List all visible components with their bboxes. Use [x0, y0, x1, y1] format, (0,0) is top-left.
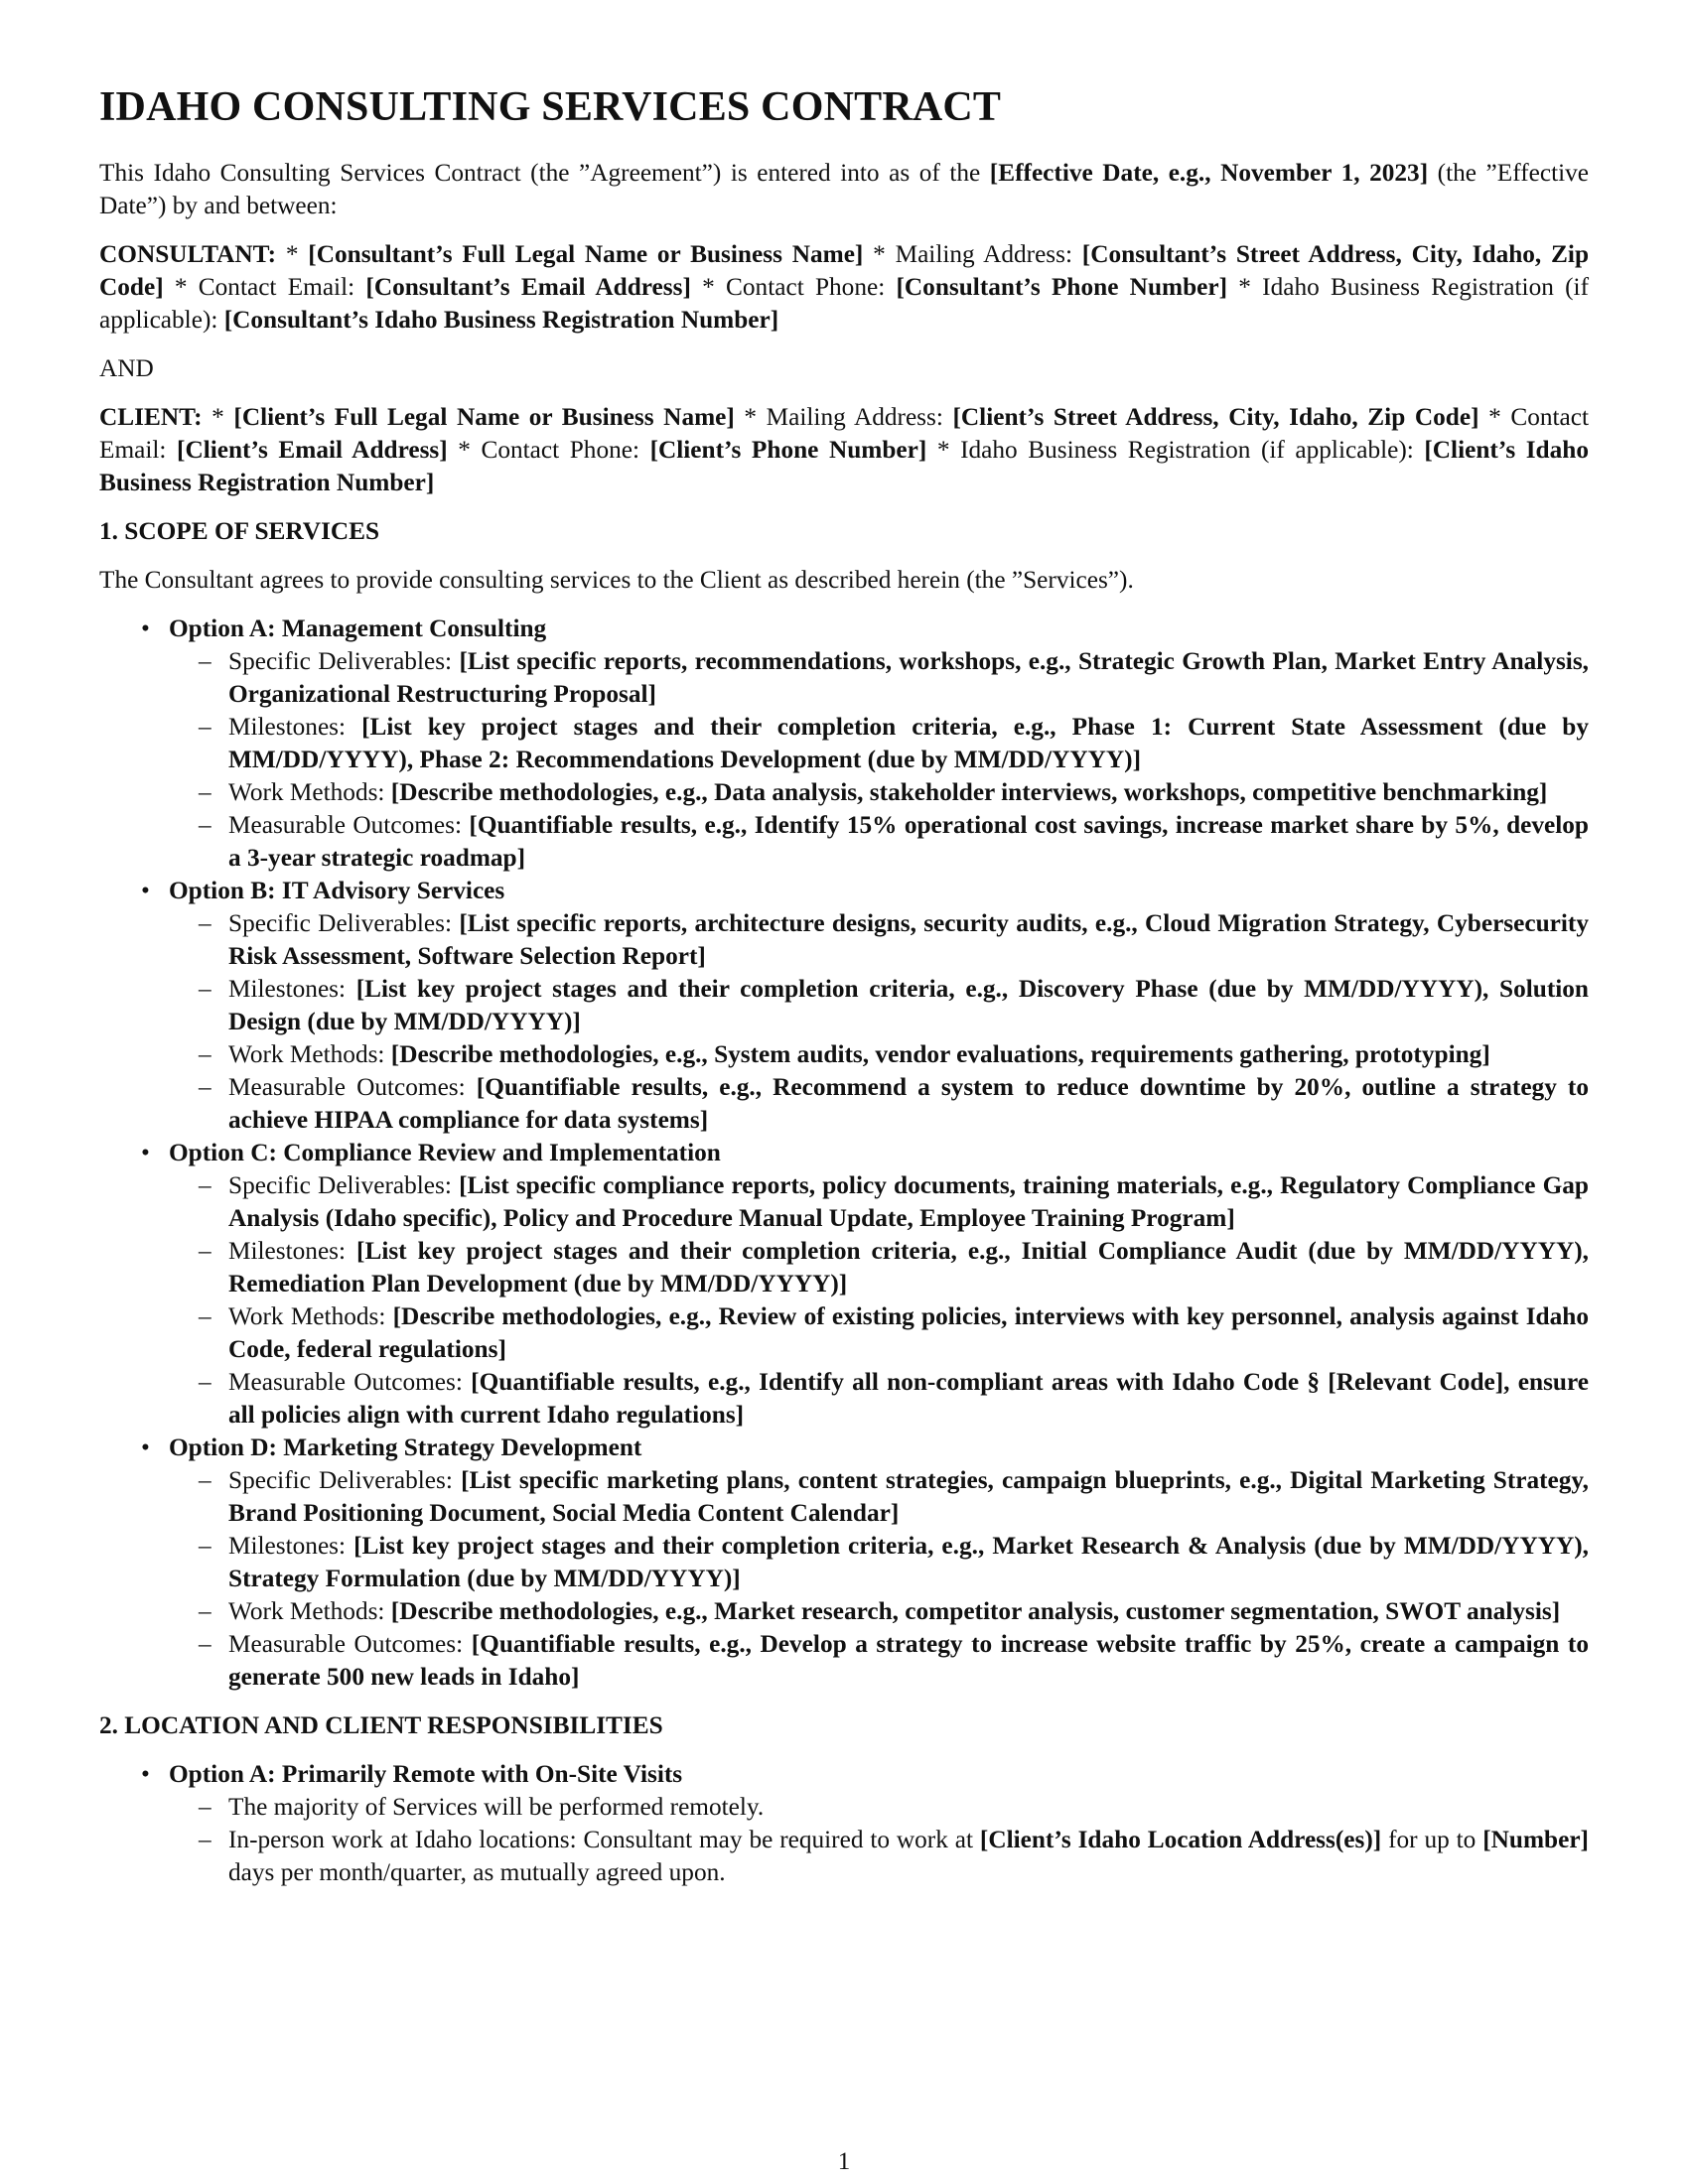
document-page: [99, 83, 1589, 1905]
location-options-list: [99, 1758, 1589, 1889]
detail-item: [228, 1628, 1589, 1694]
detail-text: [List specific reports, recommendations, workshops, e.g., Strategic Growth Plan, Market Entry Analysis, Organizational Restructuring Proposal]: [228, 647, 1590, 708]
client-block: [99, 401, 1589, 499]
option-item: [169, 1758, 1589, 1889]
detail-text: [List key project stages and their completion criteria, e.g., Discovery Phase (due by MM/DD/YYYY), Solution Design (due by MM/DD/YYYY)]: [228, 975, 1590, 1035]
option-title: Option C: Compliance Review and Implementation: [169, 1139, 721, 1166]
consultant-address: [Consultant’s Street Address, City, Idaho, Zip Code]: [99, 240, 1590, 301]
detail-label: Milestones:: [228, 1237, 357, 1265]
detail-item: [228, 1300, 1589, 1366]
detail-text: [Quantifiable results, e.g., Recommend a system to reduce downtime by 20%, outline a strategy to achieve HIPAA compliance for data systems]: [228, 1073, 1590, 1134]
detail-text: [Quantifiable results, e.g., Develop a strategy to increase website traffic by 25%, create a campaign to generate 500 new leads in Idaho]: [228, 1630, 1590, 1691]
detail-label: Milestones:: [228, 713, 362, 741]
detail-label: Specific Deliverables:: [228, 909, 460, 937]
effective-date-placeholder: [Effective Date, e.g., November 1, 2023]: [989, 159, 1429, 187]
detail-item: [228, 1530, 1589, 1595]
detail-item: – The majority of Services will be performed remotely.: [228, 1791, 1589, 1824]
client-name: [Client’s Full Legal Name or Business Name]: [233, 403, 735, 431]
detail-item: [228, 907, 1589, 973]
option-title: Option B: IT Advisory Services: [169, 877, 505, 904]
client-sep-3: * Contact Email:: [99, 403, 1590, 464]
option-details: [169, 1169, 1589, 1432]
detail-label: Work Methods:: [228, 1597, 391, 1625]
detail-item: [228, 711, 1589, 776]
detail-label: Milestones:: [228, 975, 356, 1003]
option-item: [169, 1432, 1589, 1694]
detail-text: [Describe methodologies, e.g., Market research, competitor analysis, customer segmentation, SWOT analysis]: [390, 1597, 1561, 1625]
detail-item: [228, 809, 1589, 875]
detail-text: [Describe methodologies, e.g., System audits, vendor evaluations, requirements gathering, prototyping]: [390, 1040, 1490, 1068]
consultant-email: [Consultant’s Email Address]: [365, 273, 691, 301]
detail-item: [228, 1235, 1589, 1300]
client-location-placeholder: [Client’s Idaho Location Address(es)]: [979, 1826, 1382, 1853]
consultant-registration: [Consultant’s Idaho Business Registration Number]: [223, 306, 779, 334]
consultant-block: [99, 238, 1589, 337]
option-title: Option A: Primarily Remote with On-Site Visits: [169, 1760, 683, 1788]
consultant-sep-2: * Mailing Address:: [863, 240, 1082, 268]
document-title: IDAHO CONSULTING SERVICES CONTRACT: [99, 84, 1002, 130]
option-title: Option A: Management Consulting: [169, 614, 547, 642]
option-title: Option D: Marketing Strategy Development: [169, 1433, 642, 1461]
detail-text: [List key project stages and their completion criteria, e.g., Market Research & Analysis (due by MM/DD/YYYY), Strategy Formulation (due by MM/DD/YYYY)]: [228, 1532, 1590, 1592]
detail-item: [228, 1366, 1589, 1432]
client-sep-5: * Idaho Business Registration (if applicable):: [926, 436, 1425, 464]
detail-label: Measurable Outcomes:: [228, 1368, 472, 1396]
detail-item: [228, 1071, 1589, 1137]
detail-text: for up to: [1381, 1826, 1483, 1853]
section-2-heading: 2. LOCATION AND CLIENT RESPONSIBILITIES: [99, 1711, 663, 1739]
detail-text: [List specific compliance reports, policy documents, training materials, e.g., Regulatory Compliance Gap Analysis (Idaho specific), Policy and Procedure Manual Update, Employee Training Program]: [228, 1171, 1589, 1232]
detail-item: [228, 1595, 1589, 1628]
detail-label: Measurable Outcomes:: [228, 811, 470, 839]
detail-item: [228, 776, 1589, 809]
option-item: [169, 875, 1589, 1137]
intro-paragraph: [99, 157, 1589, 222]
section-1-intro: The Consultant agrees to provide consulting services to the Client as described herein (the ”Services”).: [99, 566, 1134, 594]
days-number-placeholder: [Number]: [1482, 1826, 1589, 1853]
detail-item: [228, 973, 1589, 1038]
detail-label: Work Methods:: [228, 778, 391, 806]
detail-item: [228, 1038, 1589, 1071]
detail-text: days per month/quarter, as mutually agreed upon.: [228, 1858, 726, 1886]
consultant-label: CONSULTANT:: [99, 240, 277, 268]
option-item: [169, 613, 1589, 875]
detail-label: Milestones:: [228, 1532, 354, 1560]
detail-item: [228, 645, 1589, 711]
and-separator: AND: [99, 354, 154, 382]
detail-text: [List specific marketing plans, content strategies, campaign blueprints, e.g., Digital Marketing Strategy, Brand Positioning Document, Social Media Content Calendar]: [228, 1466, 1590, 1527]
consultant-sep-3: * Contact Email:: [163, 273, 366, 301]
client-phone: [Client’s Phone Number]: [649, 436, 927, 464]
detail-item: [228, 1169, 1589, 1235]
option-details: [169, 1464, 1589, 1694]
consultant-phone: [Consultant’s Phone Number]: [896, 273, 1228, 301]
detail-label: Work Methods:: [228, 1302, 393, 1330]
detail-text: [List specific reports, architecture designs, security audits, e.g., Cloud Migration Strategy, Cybersecurity Risk Assessment, Software Selection Report]: [228, 909, 1589, 970]
detail-label: Measurable Outcomes:: [228, 1073, 477, 1101]
detail-label: Measurable Outcomes:: [228, 1630, 472, 1658]
client-sep-4: * Contact Phone:: [447, 436, 650, 464]
detail-text: [Describe methodologies, e.g., Data analysis, stakeholder interviews, workshops, competitive benchmarking]: [390, 778, 1548, 806]
detail-text: [List key project stages and their completion criteria, e.g., Phase 1: Current State Assessment (due by MM/DD/YYYY), Phase 2: Recommendations Development (due by MM/DD/YYYY)]: [228, 713, 1589, 773]
detail-text: In-person work at Idaho locations: Consultant may be required to work at: [228, 1826, 980, 1853]
client-sep-1: *: [202, 403, 234, 431]
detail-text: [Quantifiable results, e.g., Identify all non-compliant areas with Idaho Code § [Relevant Code], ensure all policies align with current Idaho regulations]: [228, 1368, 1589, 1429]
detail-item: [228, 1824, 1589, 1889]
client-address: [Client’s Street Address, City, Idaho, Zip Code]: [952, 403, 1479, 431]
section-1-heading: 1. SCOPE OF SERVICES: [99, 517, 380, 545]
scope-options-list: [99, 613, 1589, 1694]
detail-text: [Describe methodologies, e.g., Review of existing policies, interviews with key personnel, analysis against Idaho Code, federal regulations]: [228, 1302, 1589, 1363]
option-details: [169, 645, 1589, 875]
detail-label: Work Methods:: [228, 1040, 391, 1068]
detail-label: Specific Deliverables:: [228, 647, 460, 675]
detail-item: [228, 1464, 1589, 1530]
consultant-name: [Consultant’s Full Legal Name or Business Name]: [308, 240, 864, 268]
client-sep-2: * Mailing Address:: [734, 403, 953, 431]
detail-text: [Quantifiable results, e.g., Identify 15% operational cost savings, increase market share by 5%, develop a 3-year strategic roadmap]: [228, 811, 1589, 872]
consultant-sep-5: * Idaho Business Registration (if applicable):: [99, 273, 1589, 334]
consultant-sep-1: *: [276, 240, 309, 268]
detail-label: Specific Deliverables:: [228, 1466, 462, 1494]
client-label: CLIENT:: [99, 403, 203, 431]
page-number: 1: [837, 2148, 851, 2175]
intro-text-2: (the ”Effective Date”) by and between:: [99, 159, 1590, 219]
client-registration: [Client’s Idaho Business Registration Number]: [99, 436, 1589, 496]
option-details: [169, 907, 1589, 1137]
detail-text: [List key project stages and their completion criteria, e.g., Initial Compliance Audit (due by MM/DD/YYYY), Remediation Plan Development (due by MM/DD/YYYY)]: [228, 1237, 1589, 1297]
client-email: [Client’s Email Address]: [177, 436, 448, 464]
intro-text-1: This Idaho Consulting Services Contract (the ”Agreement”) is entered into as of the: [99, 159, 990, 187]
consultant-sep-4: * Contact Phone:: [690, 273, 897, 301]
option-item: [169, 1137, 1589, 1432]
detail-label: Specific Deliverables:: [228, 1171, 460, 1199]
option-details: [169, 1791, 1589, 1889]
